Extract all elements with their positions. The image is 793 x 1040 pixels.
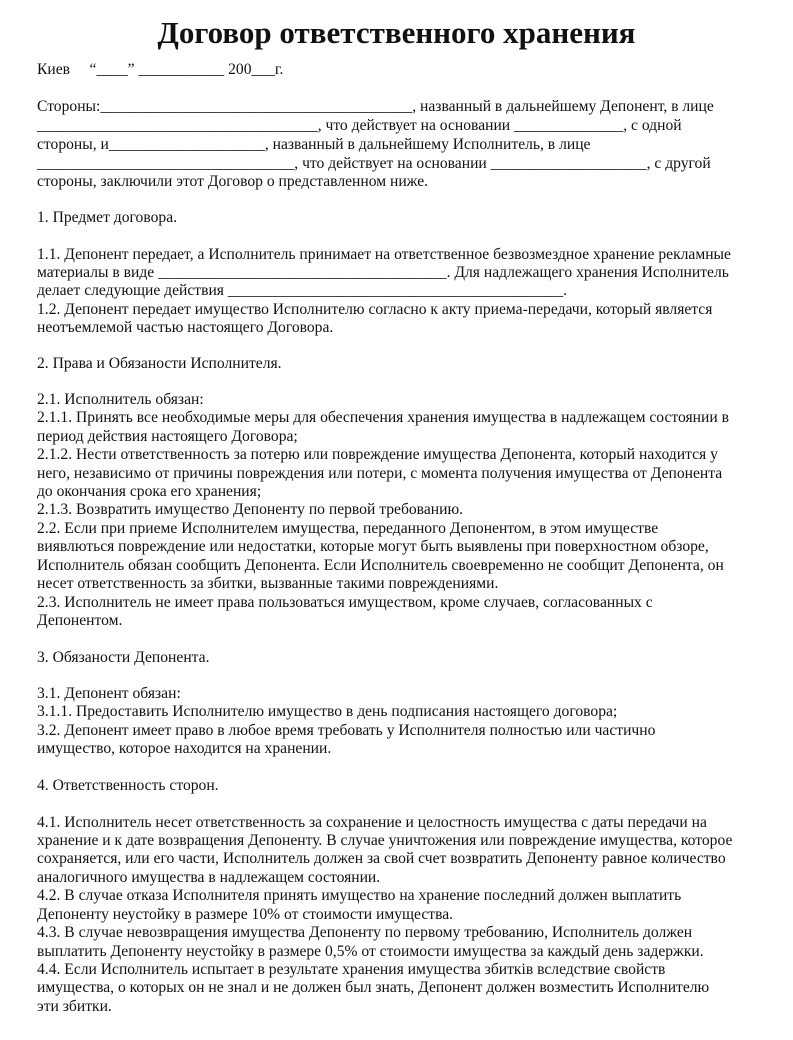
paragraph-line: 4.4. Если Исполнитель испытает в результате хранения имущества збиткiв вследствие свойств bbox=[37, 961, 666, 978]
parties-line: стороны, и____________________, названный в дальнейшему Исполнитель, в лице bbox=[37, 136, 591, 153]
paragraph-line: имущества, о которых он не знал и не должен был знать, Депонент должен возместить Исполнителю bbox=[37, 979, 710, 996]
paragraph-line: имущество, которое находится на хранении. bbox=[37, 740, 332, 757]
paragraph-line: 1.2. Депонент передает имущество Исполнителю согласно к акту приема-передачи, который является bbox=[37, 301, 713, 318]
paragraph-line: хранение и к дате возвращения Депоненту. В случае уничтожения или повреждение имущества, которое bbox=[37, 832, 733, 849]
paragraph-line: 4.1. Исполнитель несет ответственность за сохранение и целостность имущества с даты передачи на bbox=[37, 814, 707, 831]
paragraph-line: Депоненту неустойку в размере 10% от стоимости имущества. bbox=[37, 906, 454, 923]
paragraph-line: 2.1.3. Возвратить имущество Депоненту по первой требованию. bbox=[37, 501, 463, 518]
section-heading: 4. Ответственность сторон. bbox=[37, 777, 219, 794]
paragraph-line: до окончания срока его хранения; bbox=[37, 483, 262, 500]
paragraph-line: Исполнитель обязан сообщить Депонента. Если Исполнитель своевременно не сообщит Депонента, он bbox=[37, 557, 724, 574]
section-heading: 3. Обязаности Депонента. bbox=[37, 649, 210, 666]
parties-line: Стороны:________________________________________, названный в дальнейшему Депонент, в лице bbox=[37, 98, 714, 115]
paragraph-line: сохраняется, или его части, Исполнитель должен за свой счет возвратить Депоненту равное количество bbox=[37, 850, 726, 867]
paragraph-line: 2.1. Исполнитель обязан: bbox=[37, 391, 204, 408]
city-date-line: Киев “____” ___________ 200___г. bbox=[37, 61, 284, 78]
paragraph-line: делает следующие действия ___________________________________________. bbox=[37, 282, 568, 299]
paragraph-line: 4.3. В случае невозвращения имущества Депоненту по первому требованию, Исполнитель должен bbox=[37, 924, 693, 941]
paragraph-line: материалы в виде _____________________________________. Для надлежащего хранения Исполнитель bbox=[37, 264, 729, 281]
paragraph-line: аналогичного имущества в надлежащем состоянии. bbox=[37, 869, 381, 886]
paragraph-line: 3.2. Депонент имеет право в любое время требовать у Исполнителя полностью или частично bbox=[37, 722, 656, 739]
parties-line: ____________________________________, что действует на основании ______________, с одной bbox=[37, 117, 682, 134]
paragraph-line: эти збитки. bbox=[37, 998, 112, 1015]
paragraph-line: 2.3. Исполнитель не имеет права пользоваться имуществом, кроме случаев, согласованных с bbox=[37, 594, 653, 611]
paragraph-line: 2.2. Если при приеме Исполнителем имущества, переданного Депонентом, в этом имуществе bbox=[37, 520, 659, 537]
document-title: Договор ответственного хранения bbox=[157, 15, 636, 50]
parties-line: _________________________________, что действует на основании ____________________, с другой bbox=[37, 155, 711, 172]
parties-line: стороны, заключили этот Договор о представленном ниже. bbox=[37, 173, 429, 190]
paragraph-line: 2.1.2. Нести ответственность за потерю или повреждение имущества Депонента, который находится у bbox=[37, 446, 718, 463]
paragraph-line: 3.1.1. Предоставить Исполнителю имущество в день подписания настоящего договора; bbox=[37, 703, 618, 720]
paragraph-line: 3.1. Депонент обязан: bbox=[37, 685, 181, 702]
paragraph-line: виявлються повреждение или недостатки, которые могут быть выявлены при поверхностном обзоре, bbox=[37, 538, 709, 555]
paragraph-line: период действия настоящего Договора; bbox=[37, 428, 298, 445]
section-heading: 2. Права и Обязаности Исполнителя. bbox=[37, 355, 282, 372]
paragraph-line: несет ответственность за збитки, вызванные такими повреждениями. bbox=[37, 575, 499, 592]
paragraph-line: 2.1.1. Принять все необходимые меры для обеспечения хранения имущества в надлежащем состоянии в bbox=[37, 409, 729, 426]
paragraph-line: выплатить Депоненту неустойку в размере 0,5% от стоимости имущества за каждый день задержки. bbox=[37, 943, 704, 960]
paragraph-line: 1.1. Депонент передает, а Исполнитель принимает на ответственное безвозмездное хранение рекламные bbox=[37, 246, 731, 263]
paragraph-line: него, независимо от причины повреждения или потери, с момента получения имущества от Депонента bbox=[37, 465, 723, 482]
paragraph-line: 4.2. В случае отказа Исполнителя принять имущество на хранение последний должен выплатить bbox=[37, 887, 682, 904]
paragraph-line: Депонентом. bbox=[37, 612, 123, 629]
paragraph-line: неотъемлемой частью настоящего Договора. bbox=[37, 319, 334, 336]
section-heading: 1. Предмет договора. bbox=[37, 209, 178, 226]
